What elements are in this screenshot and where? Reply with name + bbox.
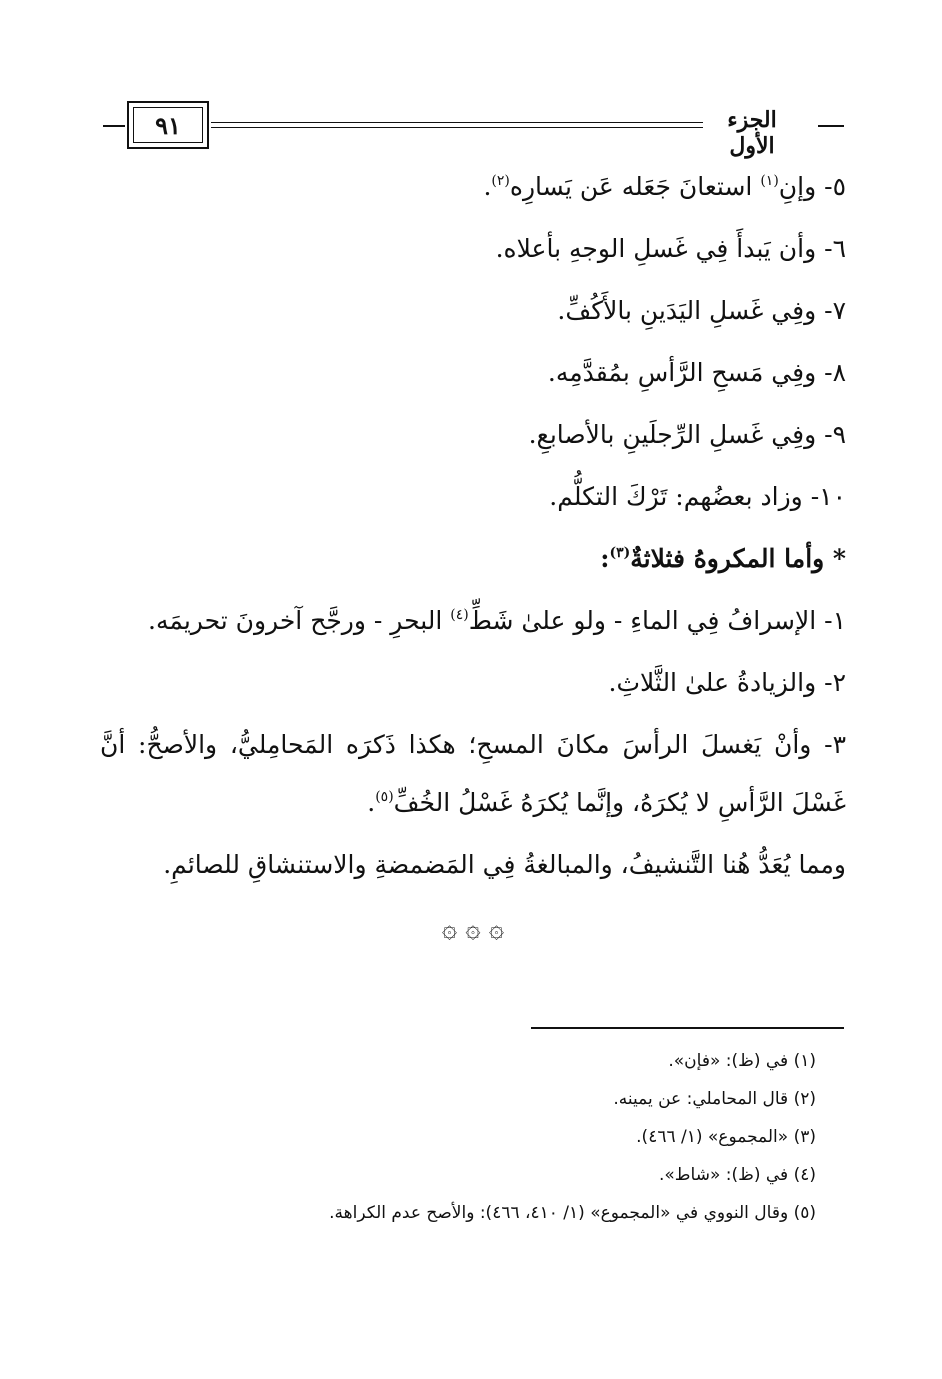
footnote-ref: (٣) xyxy=(609,545,631,561)
section-heading: * وأما المكروهُ فثلاثةٌ$^{(٣)}$: xyxy=(600,544,846,573)
text-line: ٦- وأن يَبدأَ فِي غَسلِ الوجهِ بأعلاه. xyxy=(495,234,846,263)
header-rule-left xyxy=(103,125,125,127)
text-line: ومما يُعَدُّ هُنا التَّنشيفُ، والمبالغةُ فِي المَضمضةِ والاستنشاقِ للصائمِ. xyxy=(163,850,846,879)
footnote: (١) في (ظ): «فإن». xyxy=(668,1051,816,1071)
footnote-ref: (٥) xyxy=(375,789,394,805)
text-line: ٥- وإنِ$^{(١)}$ استعانَ جَعَله عَن يَسارِه$^{(٢)}$. xyxy=(483,172,846,201)
footnote-separator xyxy=(531,1027,844,1029)
footnote: (٤) في (ظ): «شاط». xyxy=(659,1165,816,1185)
footnote: (٢) قال المحاملي: عن يمينه. xyxy=(613,1089,816,1109)
footnote-ref: (٤) xyxy=(450,607,469,623)
footnotes xyxy=(150,1042,816,1232)
running-title: الجزء الأول xyxy=(727,107,777,159)
text-line: ٢- والزيادةُ علىٰ الثَّلاثِ. xyxy=(608,668,846,697)
header-rule-right xyxy=(818,125,844,127)
header-rule-middle xyxy=(211,122,703,128)
main-text xyxy=(100,158,846,958)
footnote: (٣) «المجموع» (١/ ٤٦٦). xyxy=(636,1127,816,1147)
page-number-box xyxy=(127,101,209,149)
ornament-divider-icon: ۞ ۞ ۞ xyxy=(441,914,505,944)
page-number: ٩١ xyxy=(133,107,203,143)
paragraph: ١- الإسرافُ فِي الماءِ - ولو علىٰ شَطِّ$^{(٤)}$ البحرِ - ورجَّح آخرونَ تحريمَه. xyxy=(148,606,846,635)
footnote-ref: (٢) xyxy=(491,173,510,189)
text-line: ٨- وفِي مَسحِ الرَّأسِ بمُقدَّمِه. xyxy=(547,358,846,387)
paragraph: ٣- وأنْ يَغسلَ الرأسَ مكانَ المسحِ؛ هكذا ذَكرَه المَحامِليُّ، والأصحُّ: أنَّ غَسْلَ الرَّأسِ لا يُكرَهُ، وإنَّما يُكرَهُ غَسْلُ الخُفِّ$^{(٥)}$. xyxy=(100,730,846,817)
text-line: ١٠- وزاد بعضُهم: تَرْكَ التكلُّم. xyxy=(549,482,846,511)
text-line: ٧- وفِي غَسلِ اليَدَينِ بالأَكُفِّ. xyxy=(557,296,846,325)
footnote-ref: (١) xyxy=(760,173,779,189)
footnote: (٥) وقال النووي في «المجموع» (١/ ٤١٠، ٤٦٦): والأصح عدم الكراهة. xyxy=(329,1203,816,1223)
text-line: ٩- وفِي غَسلِ الرِّجلَينِ بالأصابعِ. xyxy=(528,420,846,449)
